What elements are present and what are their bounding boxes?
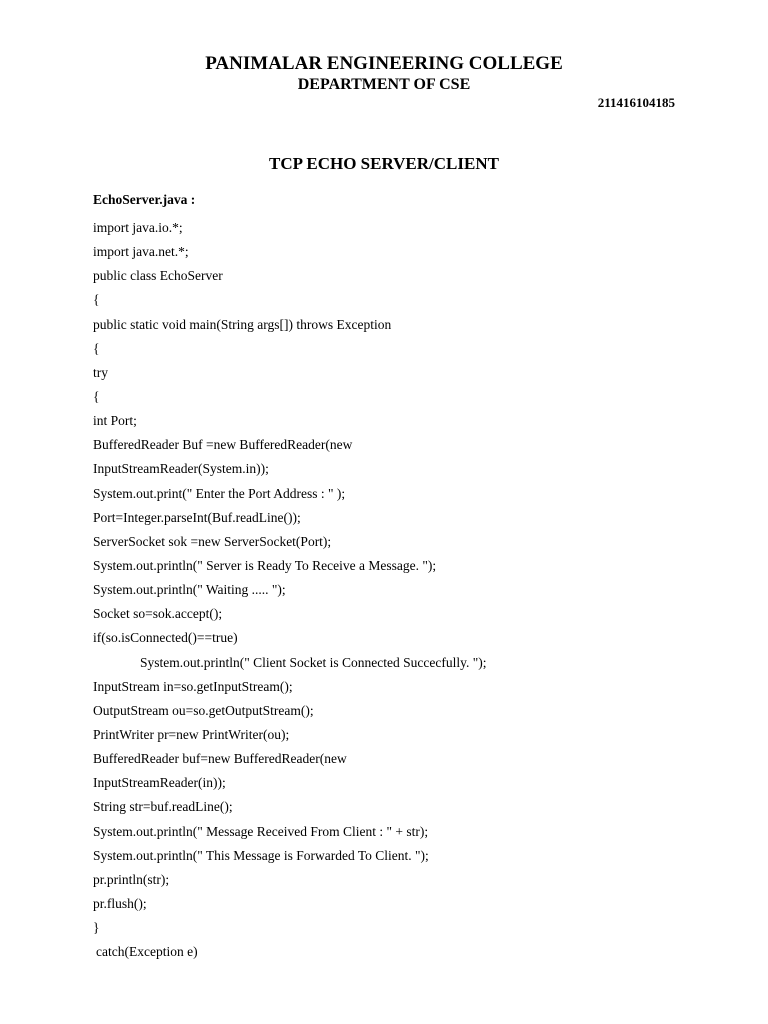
- code-line: {: [93, 388, 100, 404]
- code-line: String str=buf.readLine();: [93, 799, 233, 815]
- code-line: catch(Exception e): [96, 944, 198, 960]
- code-line: int Port;: [93, 413, 137, 429]
- code-line: try: [93, 364, 108, 380]
- code-line: BufferedReader buf=new BufferedReader(new: [93, 751, 347, 767]
- register-number: 211416104185: [597, 95, 675, 110]
- code-line: InputStream in=so.getInputStream();: [93, 678, 293, 694]
- code-line: InputStreamReader(in));: [93, 775, 226, 791]
- document-title: TCP ECHO SERVER/CLIENT: [269, 154, 499, 173]
- code-line: PrintWriter pr=new PrintWriter(ou);: [93, 726, 290, 742]
- code-line: System.out.println(" Server is Ready To Receive a Message. ");: [93, 557, 437, 573]
- code-line: System.out.println(" This Message is Forwarded To Client. ");: [93, 847, 429, 863]
- file-label: EchoServer.java :: [93, 192, 196, 207]
- code-line: pr.flush();: [93, 895, 147, 911]
- code-line: ServerSocket sok =new ServerSocket(Port);: [93, 533, 332, 549]
- code-listing: [93, 219, 733, 967]
- code-line: import java.net.*;: [93, 244, 189, 260]
- code-line: if(so.isConnected()==true): [93, 630, 238, 646]
- code-line: }: [93, 920, 100, 936]
- code-line: public static void main(String args[]) throws Exception: [93, 316, 392, 332]
- code-line: BufferedReader Buf =new BufferedReader(new: [93, 437, 353, 453]
- code-line: System.out.println(" Message Received From Client : " + str);: [93, 823, 429, 839]
- code-line: {: [93, 292, 100, 308]
- code-line: {: [93, 340, 100, 356]
- code-line: InputStreamReader(System.in));: [93, 461, 269, 477]
- department-name: DEPARTMENT OF CSE: [297, 76, 471, 93]
- code-line: System.out.println(" Client Socket is Connected Succecfully. ");: [140, 654, 487, 670]
- code-line: System.out.println(" Waiting ..... ");: [93, 582, 286, 598]
- college-name: PANIMALAR ENGINEERING COLLEGE: [205, 53, 563, 74]
- code-line: import java.io.*;: [93, 220, 183, 235]
- code-line: public class EchoServer: [93, 268, 223, 284]
- code-line: System.out.print(" Enter the Port Address : " );: [93, 485, 346, 501]
- code-line: pr.println(str);: [93, 871, 170, 887]
- code-line: Socket so=sok.accept();: [93, 606, 223, 622]
- code-line: OutputStream ou=so.getOutputStream();: [93, 702, 314, 718]
- code-line: Port=Integer.parseInt(Buf.readLine());: [93, 509, 301, 525]
